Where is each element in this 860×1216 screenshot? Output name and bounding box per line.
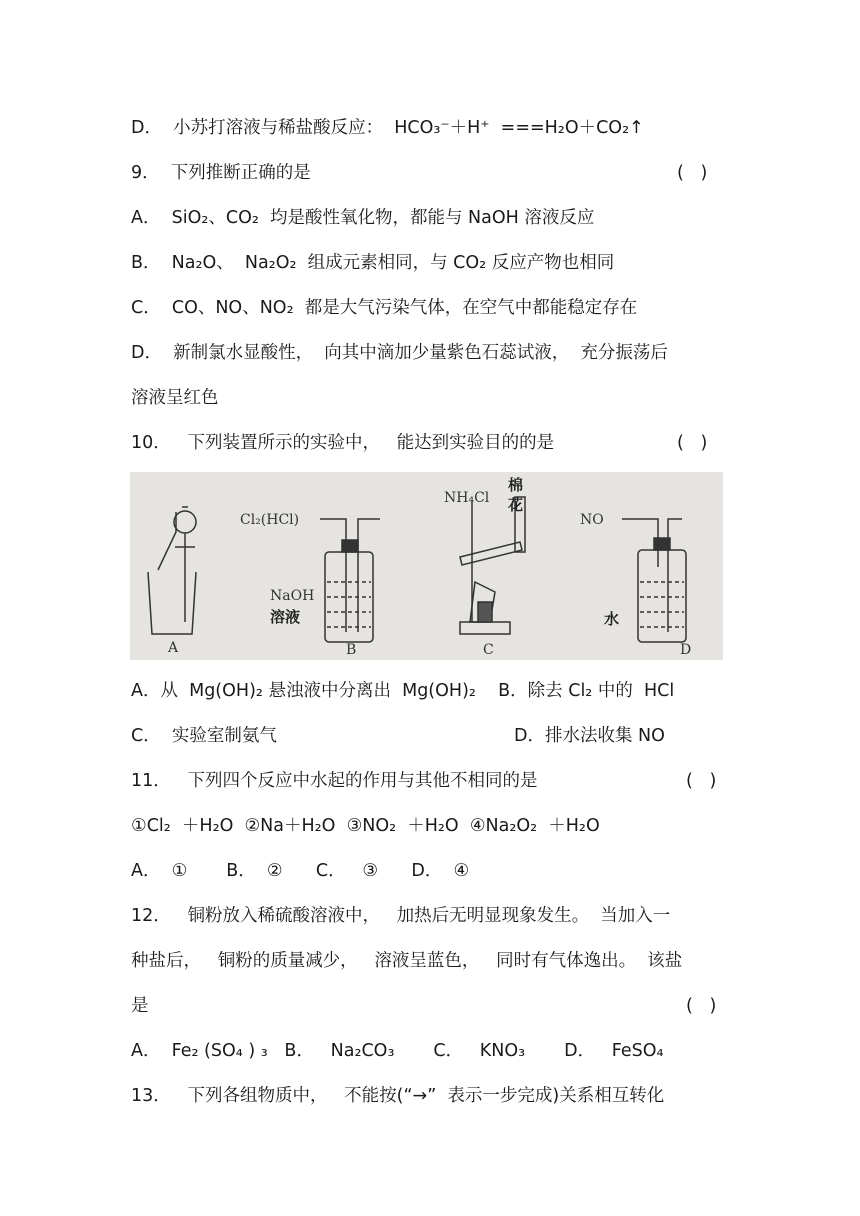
question-9: 9． 下列推断正确的是 — [131, 163, 311, 183]
question-11: 11． 下列四个反应中水起的作用与其他不相同的是 — [131, 771, 538, 791]
answer-paren-11: ( ) — [686, 771, 717, 791]
line-option-d-prev: D． 小苏打溶液与稀盐酸反应： HCO₃⁻＋H⁺ ===H₂O＋CO₂↑ — [131, 118, 644, 138]
apparatus-figure — [130, 472, 723, 660]
label-b-liquid-1: NaOH — [270, 588, 315, 604]
apparatus-a — [148, 507, 196, 634]
option-9c: C． CO、NO、NO₂ 都是大气污染气体，在空气中都能稳定存在 — [131, 298, 638, 318]
label-c: C — [483, 642, 494, 658]
question-12: 12． 铜粉放入稀硫酸溶液中， 加热后无明显现象发生。 当加入一 — [131, 906, 671, 926]
options-10ab: A．从 Mg(OH)₂ 悬浊液中分离出 Mg(OH)₂ B．除去 Cl₂ 中的 HCl — [131, 681, 675, 701]
answer-paren-12: ( ) — [686, 996, 717, 1016]
label-d-liquid: 水 — [604, 610, 620, 628]
label-c-cotton-2: 花 — [508, 496, 524, 514]
question-12-cont: 种盐后， 铜粉的质量减少， 溶液呈蓝色， 同时有气体逸出。 该盐 — [131, 951, 683, 971]
question-10: 10． 下列装置所示的实验中， 能达到实验目的的是 — [131, 433, 555, 453]
label-c-cotton-1: 棉 — [508, 476, 524, 494]
option-10d: D．排水法收集 NO — [514, 726, 665, 746]
reactions-11: ①Cl₂ ＋H₂O ②Na＋H₂O ③NO₂ ＋H₂O ④Na₂O₂ ＋H₂O — [131, 816, 600, 836]
label-a: A — [168, 640, 179, 656]
option-9d-cont: 溶液呈红色 — [131, 388, 219, 408]
label-b-gas: Cl₂(HCl) — [240, 512, 300, 528]
options-12: A． Fe₂ (SO₄ ) ₃ B． Na₂CO₃ C． KNO₃ D． FeSO₄ — [131, 1041, 664, 1061]
option-9a: A． SiO₂、CO₂ 均是酸性氧化物，都能与 NaOH 溶液反应 — [131, 208, 595, 228]
question-13: 13． 下列各组物质中， 不能按(“→” 表示一步完成)关系相互转化 — [131, 1086, 665, 1106]
label-d-gas: NO — [580, 512, 604, 528]
option-9d: D． 新制氯水显酸性， 向其中滴加少量紫色石蕊试液， 充分振荡后 — [131, 343, 668, 363]
label-d: D — [680, 642, 692, 658]
question-12-cont2: 是 — [131, 996, 149, 1016]
label-c-reagent: NH₄Cl — [444, 490, 490, 506]
options-11: A． ① B． ② C． ③ D． ④ — [131, 861, 470, 881]
apparatus-drawing — [130, 472, 723, 660]
answer-paren-10: ( ) — [677, 433, 708, 453]
apparatus-b — [320, 519, 380, 642]
label-b: B — [346, 642, 357, 658]
answer-paren-9: ( ) — [677, 163, 708, 183]
apparatus-c — [460, 497, 525, 634]
option-10c: C． 实验室制氨气 — [131, 726, 277, 746]
option-9b: B． Na₂O、 Na₂O₂ 组成元素相同，与 CO₂ 反应产物也相同 — [131, 253, 615, 273]
label-b-liquid-2: 溶液 — [270, 608, 301, 626]
apparatus-d — [622, 519, 686, 642]
